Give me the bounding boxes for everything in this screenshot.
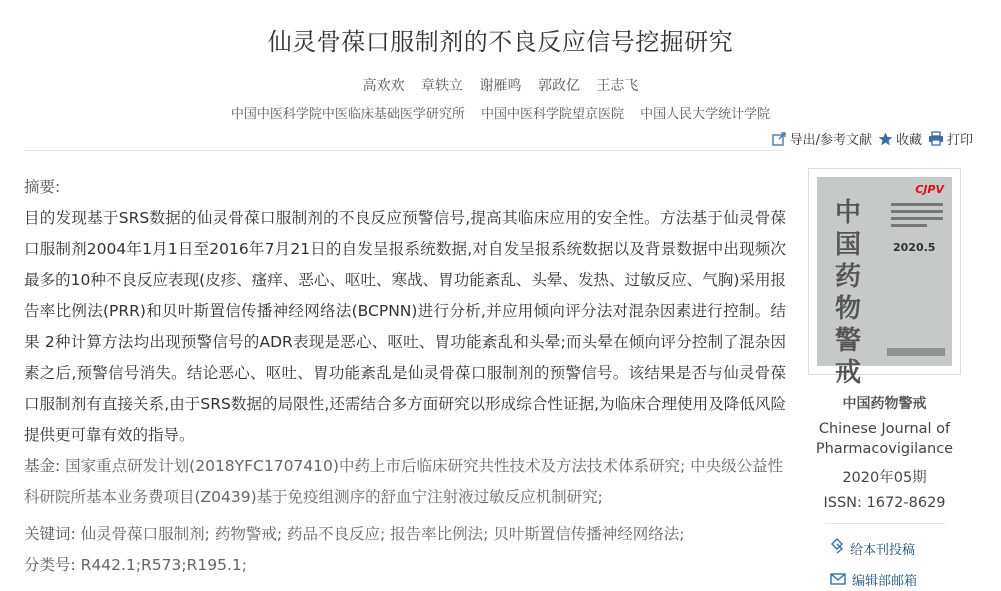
fund-text[interactable]: 国家重点研发计划(2018YFC1707410)中药上市后临床研究共性技术及方法技术体系研究; 中央级公益性科研院所基本业务费项目(Z0439)基于免疫组测序的舒血宁注射液过敏反应机制研究; (24, 457, 784, 506)
favorite-label: 收藏 (895, 133, 922, 148)
email-label: 编辑部邮箱 (852, 574, 918, 589)
cover-info-lines (891, 203, 943, 231)
print-button[interactable] (928, 129, 973, 148)
institution-list (0, 103, 1001, 122)
classification-section (24, 550, 786, 581)
abstract-label: 摘要: (24, 178, 61, 196)
author-link[interactable]: 郭政亿 (537, 78, 580, 94)
cover-badge: CJPV (915, 183, 944, 196)
article-title: 仙灵骨葆口服制剂的不良反应信号挖掘研究 (267, 28, 734, 56)
cover-footer-block (887, 348, 945, 356)
classification-text: R442.1;R573;R195.1; (80, 556, 247, 574)
keywords-section (24, 519, 786, 550)
article-toolbar (772, 129, 973, 148)
journal-name-en: Chinese Journal of Pharmacovigilance (815, 421, 954, 457)
classification-label: 分类号: (24, 556, 76, 574)
sidebar-divider (825, 523, 945, 524)
article-body (24, 172, 786, 581)
favorite-button[interactable] (878, 129, 922, 148)
submit-label: 给本刊投稿 (850, 542, 916, 558)
cover-title: 中国药物警戒 (834, 198, 861, 388)
star-icon (878, 132, 893, 146)
institution-link[interactable]: 中国中医科学院中医临床基础医学研究所 (230, 107, 465, 122)
abstract-section (24, 172, 786, 451)
institution-link[interactable]: 中国中医科学院望京医院 (480, 107, 624, 122)
author-list (0, 75, 1001, 95)
mail-icon (830, 571, 846, 589)
author-link[interactable]: 王志飞 (596, 78, 639, 94)
keywords-label: 关键词: (24, 525, 76, 543)
export-button[interactable] (772, 129, 872, 148)
submit-manuscript-link[interactable] (830, 538, 961, 558)
cover-vertical-text (873, 201, 883, 361)
print-label: 打印 (946, 133, 973, 148)
cover-issue: 2020.5 (893, 241, 936, 254)
printer-icon (928, 131, 944, 146)
journal-sidebar (808, 168, 961, 589)
submit-icon (830, 538, 844, 558)
editorial-email-link[interactable] (830, 570, 961, 589)
header-divider (24, 150, 784, 151)
export-icon (772, 132, 787, 146)
author-link[interactable]: 谢雁鸣 (479, 78, 522, 94)
journal-name-cn[interactable]: 中国药物警戒 (842, 396, 927, 412)
cover-image (817, 177, 952, 388)
export-label: 导出/参考文献 (789, 133, 872, 148)
author-link[interactable]: 高欢欢 (362, 78, 405, 94)
keywords-text[interactable]: 仙灵骨葆口服制剂; 药物警戒; 药品不良反应; 报告率比例法; 贝叶斯置信传播神经网络法; (80, 525, 685, 543)
journal-cover[interactable] (808, 168, 961, 388)
author-link[interactable]: 章轶立 (421, 78, 464, 94)
abstract-text: 目的发现基于SRS数据的仙灵骨葆口服制剂的不良反应预警信号,提高其临床应用的安全性。方法基于仙灵骨葆口服制剂2004年1月1日至2016年7月21日的自发呈报系统数据,对自发呈报系统数据以及背景数据中出现频次最多的10种不良反应表现(皮疹、瘙痒、恶心、呕吐、寒战、胃功能紊乱、头晕、发热、过敏反应、气胸)采用报告率比例法(PRR)和贝叶斯置信传播神经网络法(BCPNN)进行分析,并应用倾向评分法对混杂因素进行控制。结果 2种计算方法均出现预警信号的ADR表现是恶心、呕吐、胃功能紊乱和头晕;而头晕在倾向评分控制了混杂因素之后,预警信号消失。结论恶心、呕吐、胃功能紊乱是仙灵骨葆口服制剂的预警信号。该结果是否与仙灵骨葆口服制剂有直接关系,由于SRS数据的局限性,还需结合多方面研究以形成综合性证据,为临床合理使用及降低风险提供更可靠有效的指导。 (24, 209, 786, 444)
institution-link[interactable]: 中国人民大学统计学院 (640, 107, 771, 122)
journal-issue-date[interactable]: 2020年05期 (842, 470, 927, 486)
journal-issn: ISSN: 1672-8629 (823, 495, 946, 511)
fund-section (24, 451, 786, 513)
fund-label: 基金: (24, 457, 61, 475)
